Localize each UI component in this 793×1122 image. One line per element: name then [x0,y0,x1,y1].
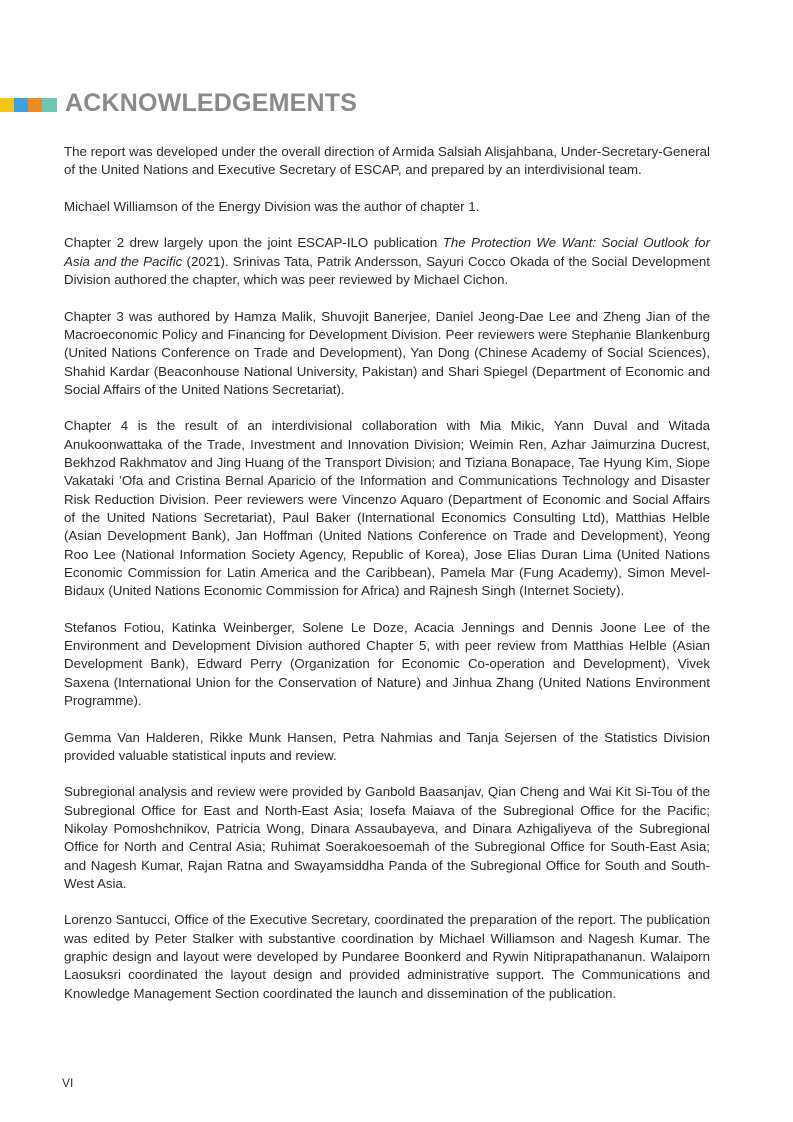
acknowledgements-body [64,143,710,1021]
page-title: ACKNOWLEDGEMENTS [65,89,358,117]
paragraph-8: Subregional analysis and review were provided by Ganbold Baasanjav, Qian Cheng and Wai Kit Si-Tou of the Subregional Office for East and North-East Asia; Iosefa Maiava of the Subregional Office for the Pacific; Nikolay Pomoshchnikov, Patricia Wong, Dinara Assaubayeva, and Dinara Azhigaliyeva of the Subregional Office for North and Central Asia; Ruhimat Soerakoesoemah of the Subregional Office for South-East Asia; and Nagesh Kumar, Rajan Ratna and Swayamsiddha Panda of the Subregional Office for South and South-West Asia. [64,784,710,891]
paragraph-2: Michael Williamson of the Energy Division was the author of chapter 1. [64,198,480,214]
color-bar-blue [14,98,28,112]
paragraph-9: Lorenzo Santucci, Office of the Executive Secretary, coordinated the preparation of the report. The publication was edited by Peter Stalker with substantive coordination by Michael Williamson and Nagesh Kumar. The graphic design and layout were developed by Pundaree Boonkerd and Rywin Nitiprapathananun. Walaiporn Laosuksri coordinated the layout design and provided administrative support. The Communications and Knowledge Management Section coordinated the launch and dissemination of the publication. [64,912,710,1001]
paragraph-7: Gemma Van Halderen, Rikke Munk Hansen, Petra Nahmias and Tanja Sejersen of the Statistics Division provided valuable statistical inputs and review. [64,729,710,763]
color-bar-teal [42,98,57,112]
paragraph-1: The report was developed under the overall direction of Armida Salsiah Alisjahbana, Under-Secretary-General of the United Nations and Executive Secretary of ESCAP, and prepared by an interdivisional team. [64,144,710,178]
paragraph-3-rest: (2021). Srinivas Tata, Patrik Andersson, Sayuri Cocco Okada of the Social Development Division authored the chapter, which was peer reviewed by Michael Cichon. [64,253,710,288]
paragraph-4: Chapter 3 was authored by Hamza Malik, Shuvojit Banerjee, Daniel Jeong-Dae Lee and Zheng Jian of the Macroeconomic Policy and Financing for Development Division. Peer reviewers were Stephanie Blankenburg (United Nations Conference on Trade and Development), Yan Dong (Chinese Academy of Social Sciences), Shahid Kardar (Beaconhouse National University, Pakistan) and Shari Spiegel (Department of Economic and Social Affairs of the United Nations Secretariat). [64,308,710,397]
publication-title: The Protection We Want: Social Outlook for Asia and the Pacific [64,235,710,269]
paragraph-5: Chapter 4 is the result of an interdivisional collaboration with Mia Mikic, Yann Duval and Witada Anukoonwattaka of the Trade, Investment and Innovation Division; Weimin Ren, Azhar Jaimurzina Ducrest, Bekhzod Rakhmatov and Jing Huang of the Transport Division; and Tiziana Bonapace, Tae Hyung Kim, Siope Vakataki ’Ofa and Cristina Bernal Aparicio of the Information and Communications Technology and Disaster Risk Reduction Division. Peer reviewers were Vincenzo Aquaro (Department of Economic and Social Affairs of the United Nations Secretariat), Paul Baker (International Economics Consulting Ltd), Matthias Helble (Asian Development Bank), Jan Hoffman (United Nations Conference on Trade and Development), Yeong Roo Lee (National Information Society Agency, Republic of Korea), Jose Elias Duran Lima (United Nations Economic Commission for Latin America and the Caribbean), Pamela Mar (Fung Academy), Simon Mevel-Bidaux (United Nations Economic Commission for Africa) and Rajnesh Singh (Internet Society). [64,418,710,599]
color-bar-orange [28,98,42,112]
color-bar-yellow [0,98,14,112]
heading-color-bar [0,98,57,112]
paragraph-6: Stefanos Fotiou, Katinka Weinberger, Solene Le Doze, Acacia Jennings and Dennis Joone Lee of the Environment and Development Division authored Chapter 5, with peer review from Matthias Helble (Asian Development Bank), Edward Perry (Organization for Economic Co-operation and Development), Vivek Saxena (International Union for the Conservation of Nature) and Jinhua Zhang (United Nations Environment Programme). [64,619,710,708]
paragraph-3-intro: Chapter 2 drew largely upon the joint ESCAP-ILO publication [64,235,443,251]
page-number: VI [62,1076,74,1090]
paragraph-3 [64,234,710,289]
